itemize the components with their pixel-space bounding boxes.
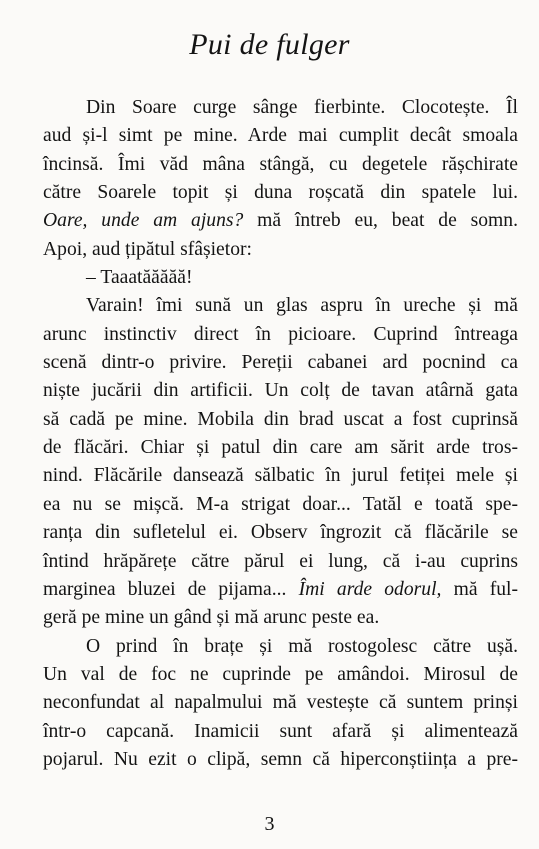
text-line [43,746,518,774]
text-line [43,434,518,462]
line-text: ea nu se mișcă. M-a strigat doar... Tatăl e toată spe- [43,493,518,515]
line-text: Apoi, aud țipătul sfâșietor: [43,238,252,260]
text-line [43,236,518,264]
text-line [43,661,518,689]
line-text: de flăcări. Chiar și patul din care am sărit arde tros- [43,437,518,459]
text-line [43,519,518,547]
line-text: – Taaatăăăăă! [86,267,193,289]
line-text: aud și-l simt pe mine. Arde mai cumplit decât smoala [43,125,518,147]
text-line [43,321,518,349]
text-line [43,264,518,292]
line-text: neconfundat al napalmului mă vestește că suntem prinși [43,692,518,714]
line-text: scenă dintr-o privire. Pereții cabanei ard pocnind ca [43,352,518,374]
text-line [43,576,518,604]
line-text: nind. Flăcările dansează sălbatic în jurul fetiței mele și [43,465,518,487]
line-text: Din Soare curge sânge fierbinte. Clocotește. Îl [86,97,518,118]
line-text: Varain! îmi sună un glas aspru în ureche și mă [86,295,518,317]
line-text: pojarul. Nu ezit o clipă, semn că hiperconștiința a pre- [43,748,518,770]
line-text: marginea bluzei de pijama... [43,578,299,600]
line-text: încinsă. Îmi văd mâna stângă, cu degetele rășchirate [43,153,518,175]
text-line [43,349,518,377]
line-text: geră pe mine un gând și mă arunc peste ea. [43,607,380,629]
text-line [43,207,518,235]
body-text [43,94,518,774]
italic-phrase: Îmi arde odorul, [298,578,442,600]
chapter-title: Pui de fulger [189,28,350,61]
line-text: ranța din sufletelul ei. Observ îngrozit că flăcările se [43,522,518,544]
text-line [43,689,518,717]
page-number: 3 [264,813,275,835]
italic-phrase: Oare, unde am ajuns? [43,210,244,232]
text-line [43,122,518,150]
text-line [43,548,518,576]
line-text: să cadă pe mine. Mobila din brad uscat a fost cuprinsă [43,408,518,430]
line-text: niște jucării din artificii. Un colț de tavan atârnă gata [43,380,518,402]
line-text-after: mă ful- [441,578,518,600]
text-line [43,718,518,746]
text-line [43,179,518,207]
text-line [43,377,518,405]
text-line [43,491,518,519]
text-line [43,462,518,490]
line-text: O prind în brațe și mă rostogolesc către ușă. [86,635,518,657]
line-text: arunc instinctiv direct în picioare. Cuprind întreaga [43,323,518,345]
line-text: către Soarele topit și duna roșcată din spatele lui. [43,182,518,204]
text-line [43,94,518,122]
line-text: întind hrăpărețe către părul ei lung, că i-au cuprins [43,550,518,572]
text-line [43,151,518,179]
text-line [43,292,518,320]
line-text: Un val de foc ne cuprinde pe amândoi. Mirosul de [43,663,518,685]
text-line [43,633,518,661]
line-text: într-o capcană. Inamicii sunt afară și alimentează [43,720,518,742]
line-text: mă întreb eu, beat de somn. [243,210,518,232]
text-line [43,604,518,632]
text-line [43,406,518,434]
